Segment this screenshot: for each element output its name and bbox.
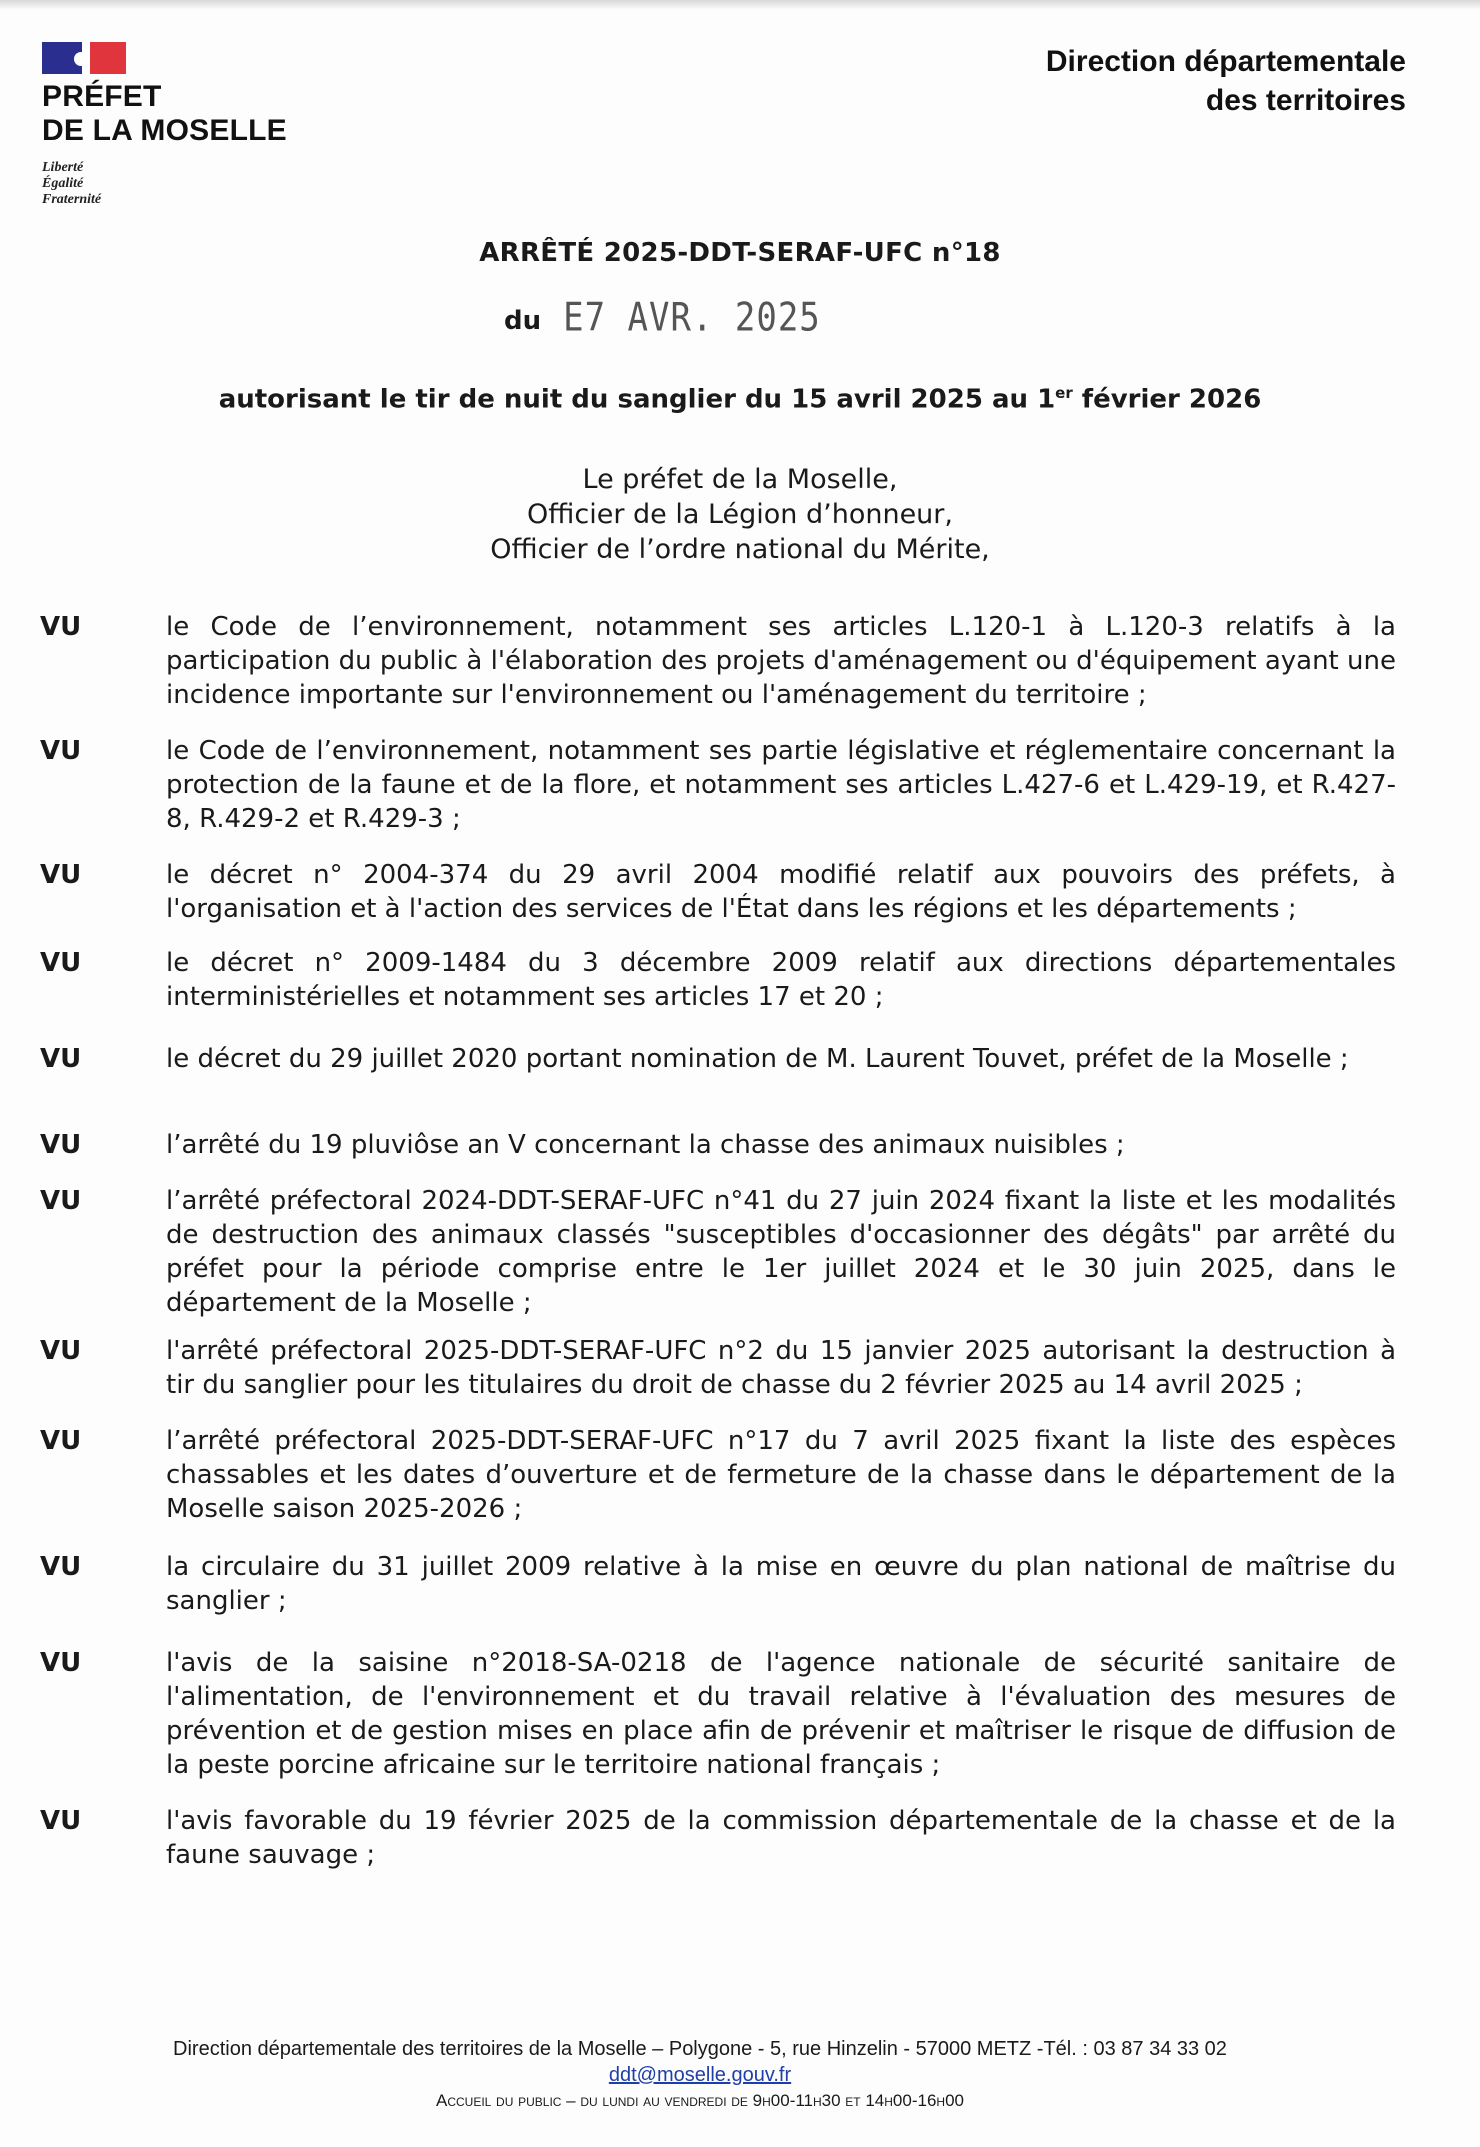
service-line-1: Direction départementale bbox=[1045, 45, 1406, 78]
vu-label: VU bbox=[40, 736, 82, 766]
vu-text: l'avis favorable du 19 février 2025 de la commission départementale de la chasse et de la faune sauvage ; bbox=[166, 1806, 1396, 1870]
object-main: autorisant le tir de nuit du sanglier du 15 avril 2025 au 1 bbox=[218, 384, 1056, 415]
vu-text: le décret du 29 juillet 2020 portant nomination de M. Laurent Touvet, préfet de la Moselle ; bbox=[166, 1044, 1349, 1074]
vu-label: VU bbox=[40, 1044, 82, 1074]
arrete-object bbox=[0, 384, 1480, 415]
prefet-line-2: DE LA MOSELLE bbox=[42, 114, 287, 147]
vu-label: VU bbox=[40, 948, 82, 978]
vu-text: l'avis de la saisine n°2018-SA-0218 de l'agence nationale de sécurité sanitaire de l'alimentation, de l'environnement et du travail relative à l'évaluation des mesures de prévention et de gestion mises en place afin de prévenir et maîtriser le risque de diffusion de la peste porcine africaine sur le territoire national français ; bbox=[166, 1648, 1396, 1780]
vu-text: l’arrêté préfectoral 2024-DDT-SERAF-UFC n°41 du 27 juin 2024 fixant la liste et les modalités de destruction des animaux classés "susceptibles d'occasionner des dégâts" par arrêté du préfet pour la période comprise entre le 1er juillet 2024 et le 30 juin 2025, dans le département de la Moselle ; bbox=[166, 1186, 1396, 1318]
motto-fraternite: Fraternité bbox=[42, 192, 102, 207]
authority-line-2: Officier de la Légion d’honneur, bbox=[527, 499, 953, 530]
document-footer bbox=[0, 2036, 1400, 2114]
prefet-name bbox=[42, 80, 342, 148]
footer-address: Direction départementale des territoires de la Moselle – Polygone - 5, rue Hinzelin - 57000 METZ -Tél. : 03 87 34 33 02 bbox=[173, 2038, 1227, 2060]
prefet-line-1: PRÉFET bbox=[42, 80, 162, 113]
vu-label: VU bbox=[40, 1336, 82, 1366]
footer-hours: Accueil du public – du lundi au vendredi de 9h00-11h30 et 14h00-16h00 bbox=[435, 2091, 964, 2110]
footer-email-link[interactable]: ddt@moselle.gouv.fr bbox=[608, 2064, 792, 2086]
vu-label: VU bbox=[40, 1806, 82, 1836]
prefecture-logo-block bbox=[42, 42, 342, 208]
motto-egalite: Égalité bbox=[42, 176, 84, 191]
vu-label: VU bbox=[40, 1186, 82, 1216]
service-line-2: des territoires bbox=[1205, 84, 1406, 117]
date-stamp: E7 AVR. 2025 bbox=[563, 295, 821, 341]
vu-label: VU bbox=[40, 612, 82, 642]
vu-text: l'arrêté préfectoral 2025-DDT-SERAF-UFC n°2 du 15 janvier 2025 autorisant la destruction à tir du sanglier pour les titulaires du droit de chasse du 2 février 2025 au 14 avril 2025 ; bbox=[166, 1336, 1396, 1400]
vu-label: VU bbox=[40, 1130, 82, 1160]
marianne-flag-icon bbox=[42, 42, 126, 74]
object-superscript: er bbox=[1055, 384, 1073, 402]
authority-block bbox=[0, 462, 1480, 567]
motto-liberte: Liberté bbox=[42, 160, 84, 175]
vu-text: le décret n° 2009-1484 du 3 décembre 2009 relatif aux directions départementales interministérielles et notamment ses articles 17 et 20 ; bbox=[166, 948, 1396, 1012]
vu-text: le Code de l’environnement, notamment ses partie législative et réglementaire concernant la protection de la faune et de la flore, et notamment ses articles L.427-6 et L.429-19, et R.427-8, R.429-2 et R.429-3 ; bbox=[166, 736, 1396, 834]
authority-line-1: Le préfet de la Moselle, bbox=[582, 464, 898, 495]
object-end: février 2026 bbox=[1072, 384, 1262, 415]
date-prefix: du bbox=[504, 306, 542, 336]
vu-label: VU bbox=[40, 1426, 82, 1456]
vu-label: VU bbox=[40, 1648, 82, 1678]
vu-label: VU bbox=[40, 1552, 82, 1582]
scan-edge bbox=[0, 0, 1480, 10]
vu-text: la circulaire du 31 juillet 2009 relative à la mise en œuvre du plan national de maîtrise du sanglier ; bbox=[166, 1552, 1396, 1616]
vu-label: VU bbox=[40, 860, 82, 890]
authority-line-3: Officier de l’ordre national du Mérite, bbox=[490, 534, 990, 565]
service-header bbox=[946, 42, 1406, 120]
arrete-date bbox=[504, 295, 821, 341]
vu-text: le Code de l’environnement, notamment ses articles L.120-1 à L.120-3 relatifs à la participation du public à l'élaboration des projets d'aménagement ou d'équipement ayant une incidence importante sur l'environnement ou l'aménagement du territoire ; bbox=[166, 612, 1396, 710]
vu-text: le décret n° 2004-374 du 29 avril 2004 modifié relatif aux pouvoirs des préfets, à l'organisation et à l'action des services de l'État dans les régions et les départements ; bbox=[166, 860, 1396, 924]
vu-text: l’arrêté préfectoral 2025-DDT-SERAF-UFC n°17 du 7 avril 2025 fixant la liste des espèces chassables et les dates d’ouverture et de fermeture de la chasse dans le département de la Moselle saison 2025-2026 ; bbox=[166, 1426, 1396, 1524]
republic-motto bbox=[42, 160, 342, 208]
vu-text: l’arrêté du 19 pluviôse an V concernant la chasse des animaux nuisibles ; bbox=[166, 1130, 1125, 1160]
arrete-title: ARRÊTÉ 2025-DDT-SERAF-UFC n°18 bbox=[479, 238, 1001, 268]
